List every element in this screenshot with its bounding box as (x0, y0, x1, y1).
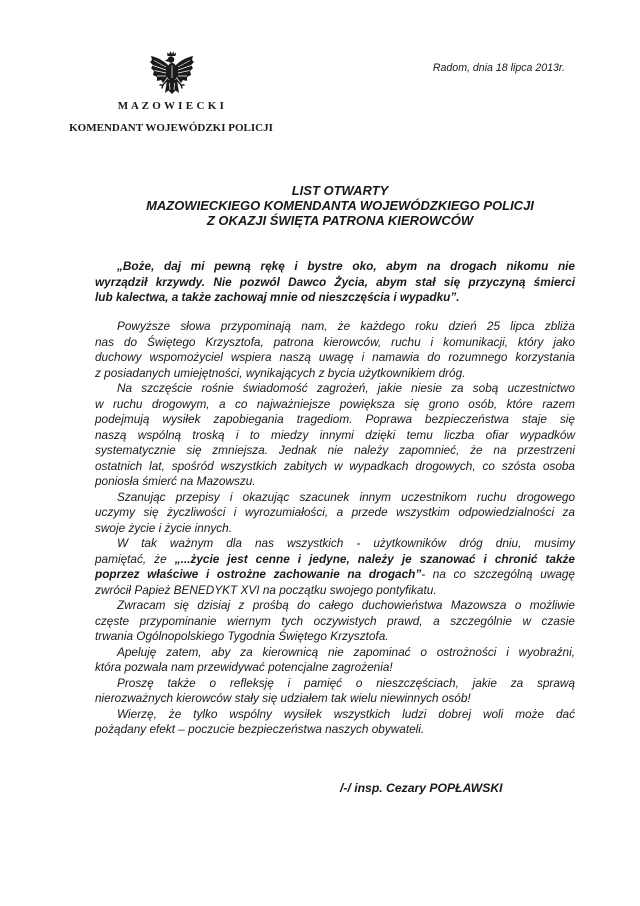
place-and-date: Radom, dnia 18 lipca 2013r. (432, 62, 565, 74)
paragraph-line: podejmują wysiłek zapobiegania tragediom. Poprawa bezpieczeństwa staje się (95, 412, 575, 427)
paragraph-line: nas do Świętego Krzysztofa, patrona kierowców, ruchu i komunikacji, który jako (95, 334, 575, 349)
paragraph-line: Zwracam się dzisiaj z prośbą do całego duchowieństwa Mazowsza o możliwie (117, 598, 575, 613)
paragraph-line: Proszę także o refleksję i pamięć o nieszczęściach, jakie za sprawą (117, 675, 575, 690)
paragraph-line: z posiadanych umiejętności, wynikających z bycia użytkownikiem dróg. (95, 365, 466, 380)
paragraph-line: Szanując przepisy i okazując szacunek innym uczestnikom ruchu drogowego (117, 489, 575, 504)
paragraph-line: duchowy wspomożyciel wspiera naszą uwagę i namawia do rozumnego korzystania (95, 350, 575, 365)
org-name-line2: KOMENDANT WOJEWÓDZKI POLICJI (69, 122, 273, 134)
paragraph-line: zwrócił Papież BENEDYKT XVI na początku swojego pontyfikatu. (95, 582, 437, 597)
letter-title (100, 183, 580, 228)
paragraph-line: naszą wspólną troską i to miedzy innymi dzięki temu liczba ofiar wypadków (95, 427, 575, 442)
paragraph-line: Na szczęście rośnie świadomość zagrożeń, jakie niesie za sobą uczestnictwo (117, 381, 575, 396)
paragraph-line: uczymy się życzliwości i wyrozumiałości, a przede wszystkim odpowiedzialności za (95, 505, 575, 520)
paragraph-line: nierozważnych kierowców stały się udziałem tak wielu niewinnych osób! (95, 691, 471, 706)
paragraph-line: która pozwala nam przewidywać potencjalne zagrożenia! (95, 660, 393, 675)
paragraph-2 (95, 381, 575, 490)
paragraph-8 (95, 707, 575, 738)
line-text: - na co szczególną uwagę (421, 567, 575, 582)
title-line: Z OKAZJI ŚWIĘTA PATRONA KIEROWCÓW (206, 212, 474, 228)
paragraph-line: systematycznie się zmniejsza. Jednak nie należy zapomnieć, że na przestrzeni (95, 443, 575, 458)
line-text: pamiętać, że (95, 551, 167, 566)
emphasized-quote: poprzez właściwe i ostrożne zachowanie na drogach” (95, 567, 422, 582)
title-line: LIST OTWARTY (291, 182, 389, 198)
quote-line: wyrządził krzywdy. Nie pozwól Dawco Życia, abym stał się przyczyną śmierci (95, 274, 575, 289)
paragraph-line: swoje życie i życie innych. (95, 520, 233, 535)
paragraph-line: Wierzę, że tylko wspólny wysiłek wszystkich ludzi dobrej woli może dać (117, 706, 575, 721)
paragraph-line: W tak ważnym dla nas wszystkich - użytkowników dróg dniu, musimy (117, 536, 575, 551)
paragraph-line: w ruchu drogowym, a co najważniejsze powiększa się grono osób, które razem (95, 396, 575, 411)
paragraph-line (95, 567, 575, 583)
paragraph-3 (95, 490, 575, 537)
paragraph-line: Apeluję zatem, aby za kierownicą nie zapominać o ostrożności i wyobraźni, (117, 644, 575, 659)
signature: /-/ insp. Cezary POPŁAWSKI (340, 780, 503, 795)
prayer-quote (95, 259, 575, 306)
letter-body (95, 319, 575, 738)
quote-line: „Boże, daj mi pewną rękę i bystre oko, abym na drogach nikomu nie (117, 259, 575, 274)
paragraph-line: pożądany efekt – poczucie bezpieczeństwa naszych obywateli. (95, 722, 425, 737)
paragraph-5 (95, 598, 575, 645)
paragraph-line: częste przypominanie wiernym tych oczywistych prawd, a szczególnie w czasie (95, 613, 575, 628)
paragraph-4 (95, 536, 575, 598)
paragraph-line: Powyższe słowa przypominają nam, że każdego roku dzień 25 lipca zbliża (117, 319, 575, 334)
title-line: MAZOWIECKIEGO KOMENDANTA WOJEWÓDZKIEGO POLICJI (146, 197, 534, 213)
paragraph-line (95, 552, 575, 568)
quote-line: lub kalectwa, a także zachowaj mnie od nieszczęścia i wypadku”. (95, 290, 460, 305)
emphasized-quote: „...życie jest cenne i jedyne, należy je szanować i chronić także (174, 551, 575, 566)
paragraph-6 (95, 645, 575, 676)
paragraph-line: trwania Ogólnopolskiego Tygodnia Świętego Krzysztofa. (95, 629, 389, 644)
paragraph-1 (95, 319, 575, 381)
eagle-emblem-icon (148, 50, 196, 96)
paragraph-line: ostatnich lat, spośród wszystkich zabitych w wypadkach drogowych, co szósta osoba (95, 458, 575, 473)
org-name-line1: M A Z O W I E C K I (117, 100, 225, 112)
paragraph-7 (95, 676, 575, 707)
paragraph-line: poniosła śmierć na Mazowszu. (95, 474, 256, 489)
